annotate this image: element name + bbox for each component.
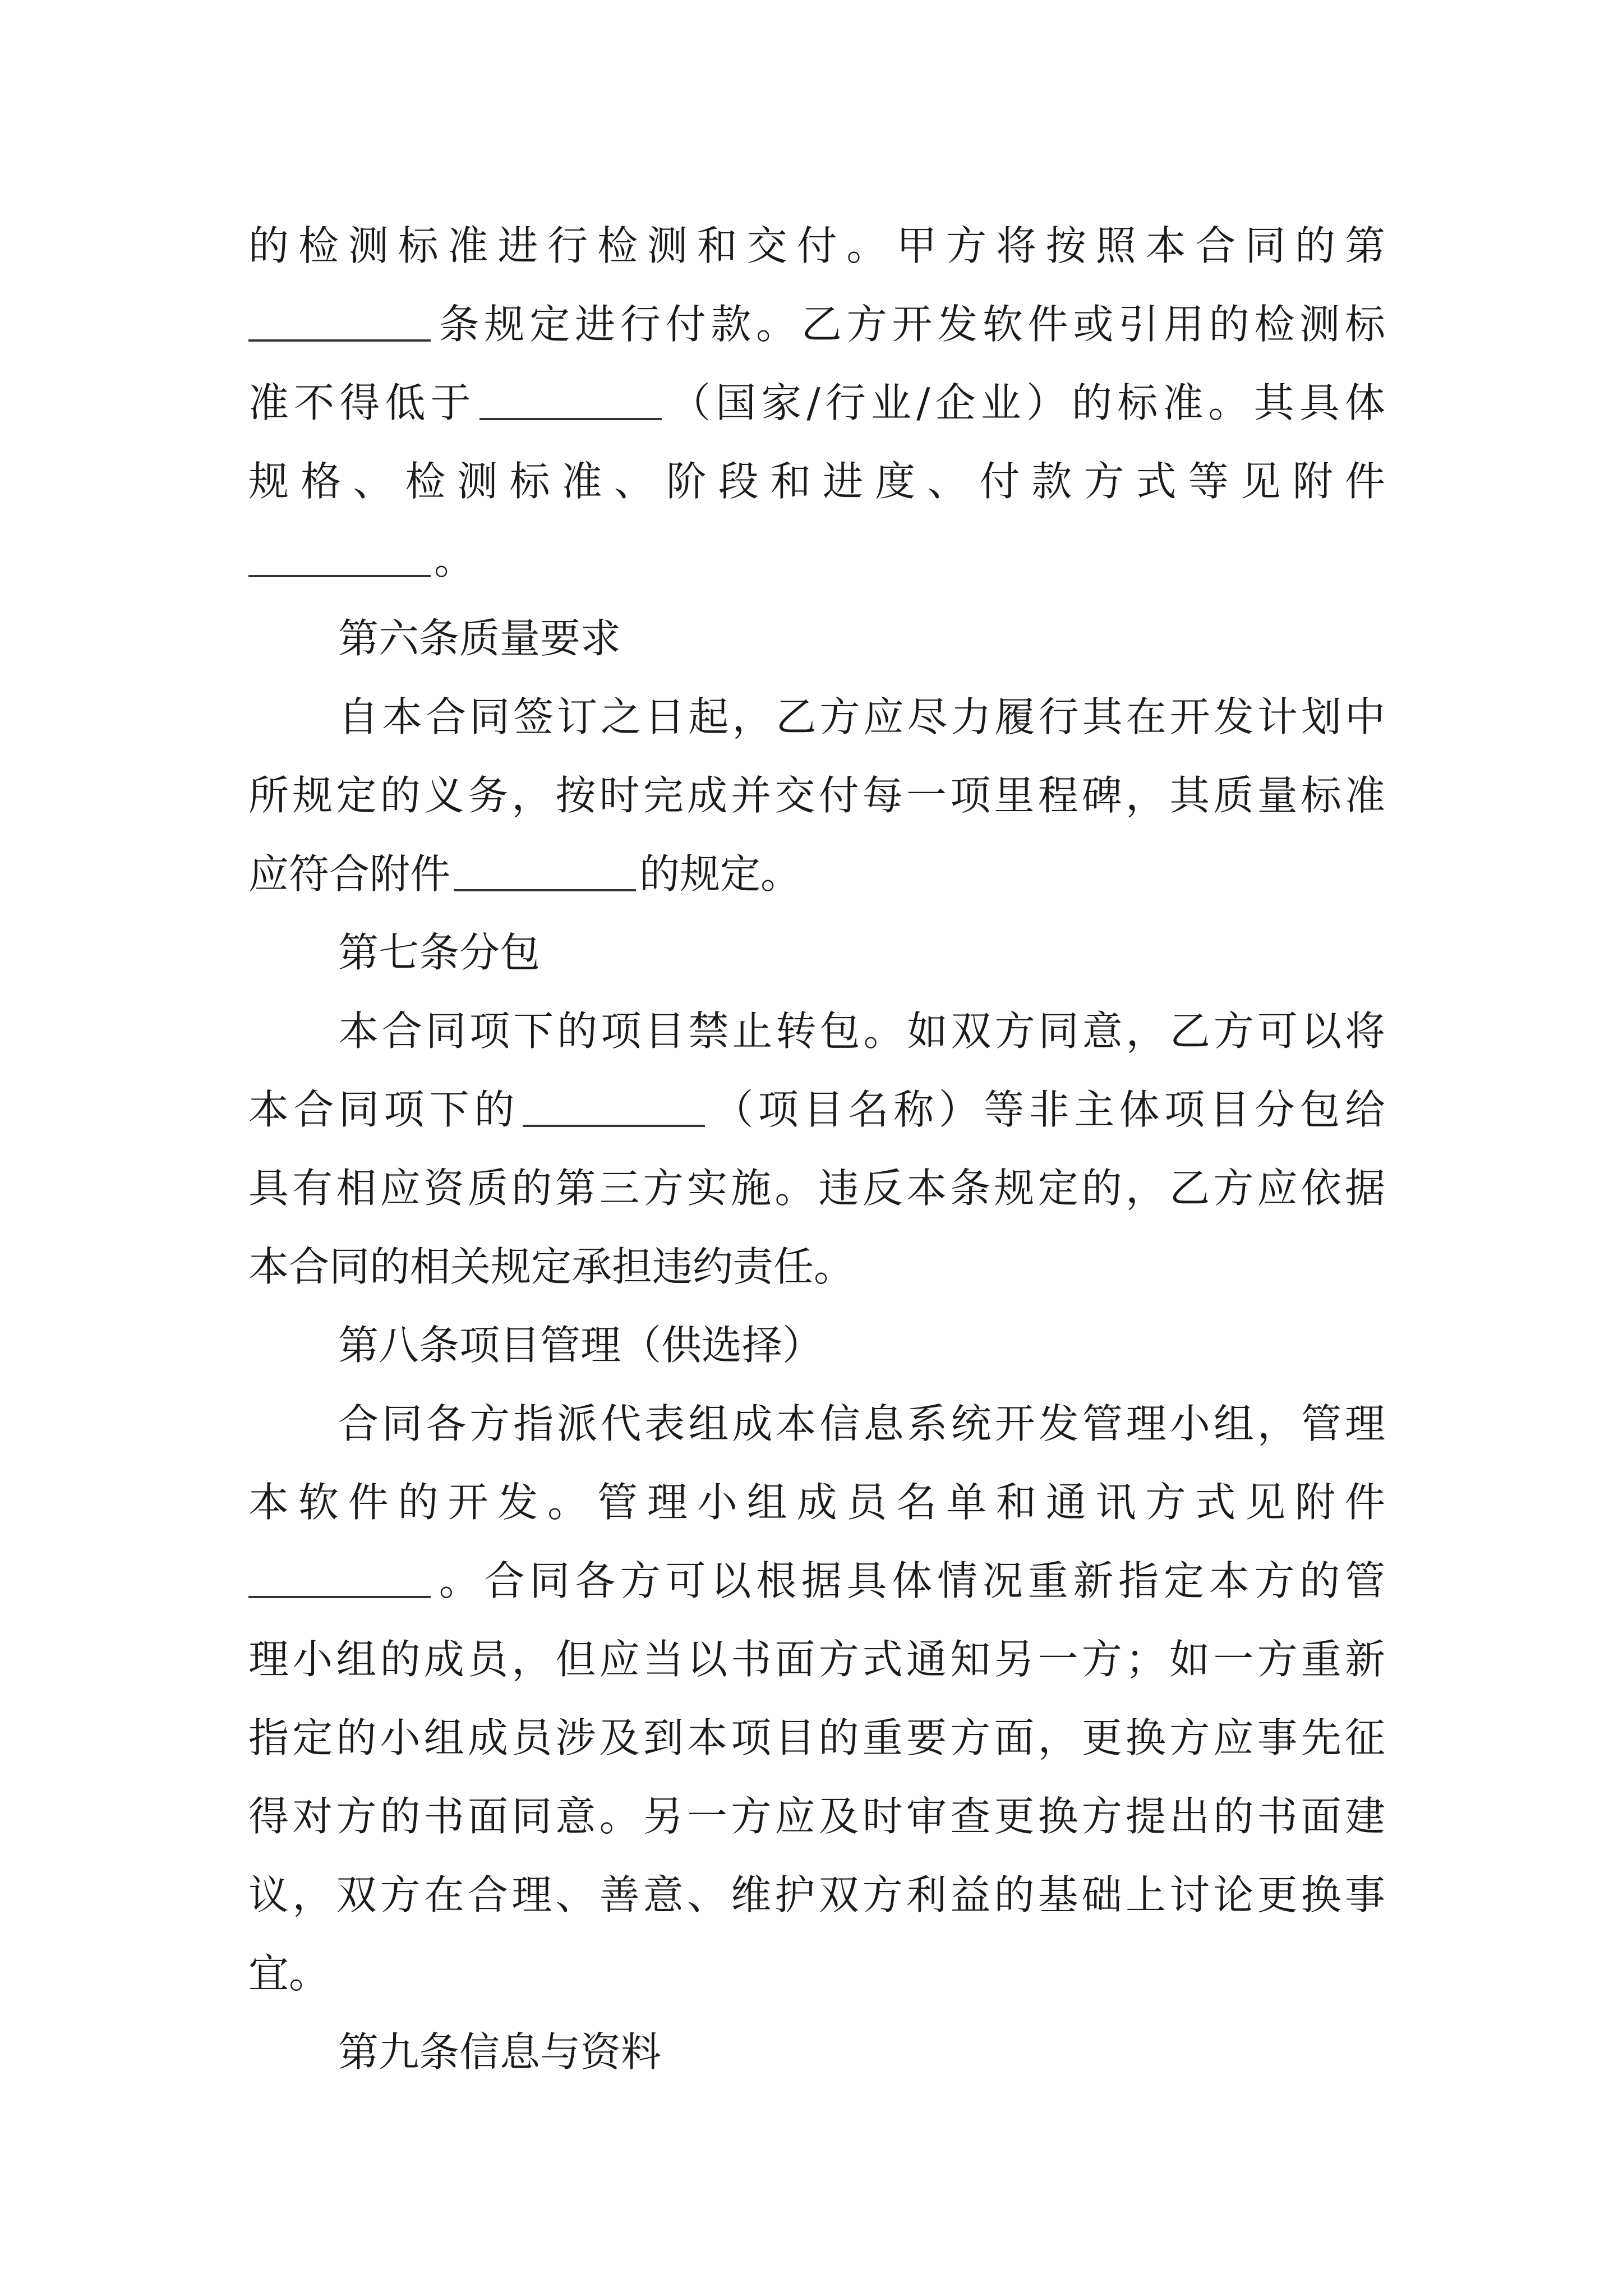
text-segment: 指定的小组成员涉及到本项目的重要方面，更换方应事先征 — [248, 1714, 1385, 1761]
text-line — [248, 1542, 1385, 1620]
text-segment: 合同各方指派代表组成本信息系统开发管理小组，管理 — [338, 1400, 1385, 1447]
text-segment: 的规定。 — [639, 850, 801, 898]
fill-in-blank — [479, 384, 662, 420]
text-line — [248, 285, 1385, 364]
text-segment: 本软件的开发。管理小组成员名单和通讯方式见附件 — [248, 1479, 1385, 1526]
heading-text: 第七条分包 — [338, 929, 541, 976]
text-line — [338, 678, 1385, 756]
section-heading — [338, 2013, 1385, 2091]
text-segment: 规格、检测标准、阶段和进度、付款方式等见附件 — [248, 458, 1385, 505]
text-segment: 条规定进行付款。乙方开发软件或引用的检测标 — [434, 301, 1385, 348]
text-segment: 自本合同签订之日起，乙方应尽力履行其在开发计划中 — [338, 693, 1385, 740]
fill-in-blank — [248, 1562, 431, 1598]
text-line — [248, 1463, 1385, 1542]
text-segment: 准不得低于 — [248, 379, 476, 426]
heading-text: 第六条质量要求 — [338, 615, 621, 662]
text-line — [248, 835, 1385, 913]
text-segment: 。 — [434, 536, 475, 583]
text-line — [248, 206, 1385, 285]
section-heading — [338, 1306, 1385, 1384]
text-segment: 的检测标准进行检测和交付。甲方将按照本合同的第 — [248, 222, 1385, 269]
text-segment: 具有相应资质的第三方实施。违反本条规定的，乙方应依据 — [248, 1165, 1385, 1212]
text-line — [248, 364, 1385, 442]
fill-in-blank — [523, 1091, 705, 1127]
heading-text: 第九条信息与资料 — [338, 2028, 662, 2076]
text-line — [248, 1934, 1385, 2013]
text-segment: 应符合附件 — [248, 850, 451, 898]
text-line — [248, 442, 1385, 521]
text-line — [248, 1620, 1385, 1699]
text-line — [338, 992, 1385, 1070]
text-segment: （项目名称）等非主体项目分包给 — [708, 1086, 1385, 1133]
text-segment: 宜。 — [248, 1950, 330, 1997]
heading-text: 第八条项目管理（供选择） — [338, 1322, 823, 1369]
text-segment: 理小组的成员，但应当以书面方式通知另一方；如一方重新 — [248, 1636, 1385, 1683]
text-line — [248, 1856, 1385, 1934]
text-segment: 本合同的相关规定承担违约责任。 — [248, 1243, 855, 1290]
fill-in-blank — [248, 306, 431, 342]
text-line — [248, 521, 1385, 599]
text-line — [248, 756, 1385, 835]
text-line — [248, 1149, 1385, 1227]
text-segment: 所规定的义务，按时完成并交付每一项里程碑，其质量标准 — [248, 772, 1385, 819]
text-segment: （国家/行业/企业）的标准。其具体 — [665, 379, 1385, 426]
text-segment: 。合同各方可以根据具体情况重新指定本方的管 — [434, 1557, 1385, 1604]
fill-in-blank — [454, 855, 636, 891]
text-segment: 本合同项下的项目禁止转包。如双方同意，乙方可以将 — [338, 1007, 1385, 1055]
text-line — [338, 1384, 1385, 1463]
text-segment: 本合同项下的 — [248, 1086, 519, 1133]
text-line — [248, 1070, 1385, 1149]
text-segment: 得对方的书面同意。另一方应及时审查更换方提出的书面建 — [248, 1793, 1385, 1840]
text-line — [248, 1227, 1385, 1306]
text-segment: 议，双方在合理、善意、维护双方利益的基础上讨论更换事 — [248, 1871, 1385, 1918]
fill-in-blank — [248, 541, 431, 577]
text-line — [248, 1699, 1385, 1777]
section-heading — [338, 913, 1385, 992]
section-heading — [338, 599, 1385, 678]
text-line — [248, 1777, 1385, 1856]
